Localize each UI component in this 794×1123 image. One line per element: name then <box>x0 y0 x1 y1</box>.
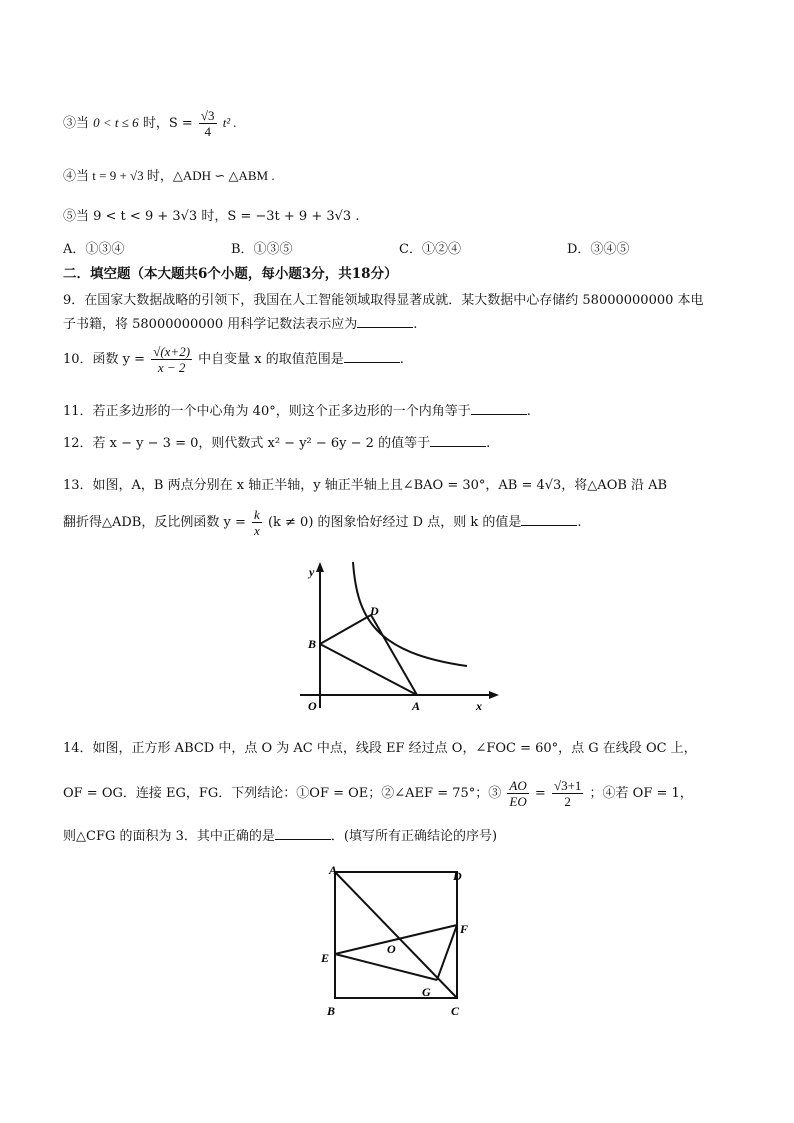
statement-3: ③当 0 < t ≤ 6 时，S = $\frac{√3}{4}$ t² . <box>63 108 237 139</box>
q13-fraction: $\frac{k}{x}$ <box>254 507 260 538</box>
q9-line2: 子书籍，将 58000000000 用科学记数法表示应为 . <box>63 317 418 332</box>
choice-c: C．①②④ <box>399 242 461 257</box>
fig14-label-b: B <box>327 1004 336 1018</box>
choice-a: A．①③④ <box>63 242 125 257</box>
fig14-label-o: O <box>387 942 396 956</box>
q14-line1: 14．如图，正方形 ABCD 中，点 O 为 AC 中点，线段 EF 经过点 O，∠FOC = 60°，点 G 在线段 OC 上， <box>63 741 697 756</box>
fig14-label-f: F <box>460 922 469 936</box>
q13-line1: 13．如图，A，B 两点分别在 x 轴正半轴，y 轴正半轴上且∠BAO = 30°，AB = 4√3，将△AOB 沿 AB <box>63 478 668 493</box>
q13-line2: 翻折得△ADB，反比例函数 y = $\frac{k}{x}$ (k ≠ 0) 的图象恰好经过 D 点，则 k 的值是 . <box>63 507 582 538</box>
statement-4: ④当 t = 9 + √3 时，△ADH ∽ △ABM . <box>63 168 275 183</box>
fig13-label-o: O <box>308 699 317 713</box>
choice-d: D．③④⑤ <box>567 242 630 257</box>
fig13-seg-bd <box>320 615 371 644</box>
fig14-diagonal-ac <box>335 872 457 998</box>
q14-fraction-left: $\frac{AO}{EO}$ <box>509 778 527 809</box>
fig14-label-a: A <box>329 863 338 877</box>
fig14-seg-fg <box>437 925 457 980</box>
fig14-label-d: D <box>453 869 462 883</box>
fig14-label-c: C <box>451 1004 460 1018</box>
q11: 11．若正多边形的一个中心角为 40°，则这个正多边形的一个内角等于 . <box>63 404 531 419</box>
fig14-label-g: G <box>422 985 431 999</box>
section-title: 二．填空题（本大题共6个小题，每小题3分，共18分） <box>63 266 398 282</box>
fig13-label-a: A <box>412 699 421 713</box>
fig13-x-arrow <box>489 691 499 699</box>
q10: 10．函数 y = $\frac{√(x+2)}{x - 2}$ 中自变量 x 的取值范围是 . <box>63 344 404 375</box>
fig14-label-e: E <box>321 951 330 965</box>
q14-fraction-right: $\frac{√3+1}{2}$ <box>553 778 582 809</box>
q12: 12．若 x − y − 3 = 0，则代数式 x² − y² − 6y − 2 的值等于 . <box>63 436 491 451</box>
fraction-sqrt3-over-4: $\frac{√3}{4}$ <box>200 108 215 139</box>
fig14-seg-ef <box>335 925 457 954</box>
q9-answer-blank[interactable] <box>357 315 413 328</box>
fig13-label-b: B <box>308 637 317 651</box>
fig13-label-d: D <box>370 604 379 618</box>
q12-answer-blank[interactable] <box>430 434 486 447</box>
q9-line1: 9．在国家大数据战略的引领下，我国在人工智能领域取得显著成就．某大数据中心存储约 58000000000 本电 <box>63 293 704 308</box>
q14-line2: OF = OG．连接 EG，FG．下列结论：①OF = OE；②∠AEF = 75°；③ $\frac{AO}{EO}$ = $\frac{√3+1}{2}$ ；④若 OF = 1， <box>63 778 693 809</box>
fig13-label-x: x <box>476 699 482 713</box>
q14-answer-blank[interactable] <box>275 827 331 840</box>
q14-line3: 则△CFG 的面积为 3．其中正确的是 ．(填写所有正确结论的序号) <box>63 829 498 844</box>
statement-5: ⑤当 9 < t < 9 + 3√3 时，S = −3t + 9 + 3√3 . <box>63 209 360 224</box>
figure-q14 <box>315 862 480 1025</box>
figure-q13 <box>295 558 500 718</box>
fig13-y-arrow <box>316 562 324 572</box>
fig13-label-y: y <box>309 565 315 579</box>
q11-answer-blank[interactable] <box>471 402 527 415</box>
q10-fraction: $\frac{√(x+2)}{x - 2}$ <box>153 344 191 375</box>
q13-answer-blank[interactable] <box>521 513 577 526</box>
fig14-seg-eg <box>335 954 437 980</box>
choice-b: B．①③⑤ <box>231 242 293 257</box>
q10-answer-blank[interactable] <box>344 350 400 363</box>
